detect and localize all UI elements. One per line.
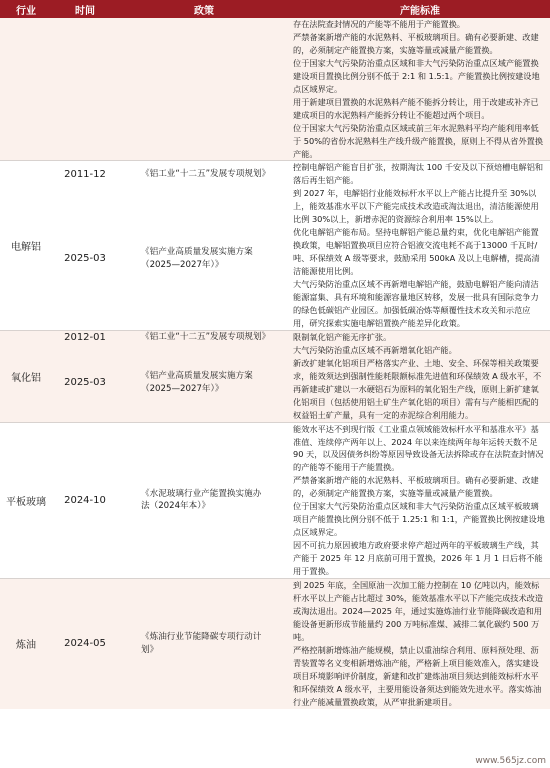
watermark: www.565jz.com (475, 756, 546, 766)
policy-cell (118, 187, 290, 330)
table-row (0, 161, 550, 187)
standard-paragraph: 到 2027 年，电解铝行业能效标杆水平以上产能占比提升至 30%以上，能效基准水平以下产能完成技术改造或淘汰退出，清洁能源使用比例 30%以上，新增赤泥的资源综合利用率 15%以上。 (293, 188, 539, 225)
table-row (0, 187, 550, 330)
standard-paragraph: 位于国家大气污染防治重点区域或前三年水泥熟料平均产能利用率低于 50%的省份水泥熟料生产线升级产能置换，原则上不得从省外置换产能。 (293, 122, 544, 159)
standard-paragraph: 位于国家大气污染防治重点区域和非大气污染防治重点区域平板玻璃项目产能置换比例分别不低于 1.25:1 和 1:1，产能置换比例按建设地点区域界定。 (293, 501, 545, 538)
standard-cell (290, 161, 550, 187)
standard-paragraph: 控制电解铝产能盲目扩张，按期淘汰 100 千安及以下预焙槽电解铝和落后再生铝产能。 (293, 162, 544, 186)
time-cell: 2024-05 (52, 578, 118, 708)
standard-paragraph: 大气污染防治重点区域不再新增氧化铝产能。 (293, 344, 457, 355)
standard-paragraph: 严禁备案新增产能的水泥熟料、平板玻璃项目。确有必要新建、改建的，必须制定产能置换方案，实施等量或减量产能置换。 (293, 475, 539, 499)
time-cell: 2025-03 (52, 344, 118, 422)
standard-paragraph: 新改扩建氧化铝项目严格落实产业、土地、安全、环保等相关政策要求，能效须达到强制性能耗限额标准先进值和环保绩效 A 级水平，不再新建或扩建以一水硬铝石为原料的氧化铝生产线，原则上新扩建氧化铝项目（包括使用铝土矿生产氧化铝的项目）需有与产能相匹配的权益铝土矿产量，具有一定的赤泥综合利用能力。 (293, 357, 542, 420)
industry-cell: 电解铝 (0, 161, 52, 330)
policy-cell (118, 422, 290, 578)
time-cell: 2025-03 (64, 253, 106, 265)
standard-paragraph: 限制氧化铝产能无序扩张。 (293, 331, 392, 342)
table-row (0, 422, 550, 578)
policy-name: 《炼油行业节能降碳专项行动计划》 (141, 632, 262, 655)
standard-cell (290, 330, 550, 343)
industry-cell: 氧化铝 (0, 330, 52, 422)
header-policy: 政策 (118, 0, 290, 18)
standard-paragraph: 位于国家大气污染防治重点区域和非大气污染防治重点区域产能置换建设项目置换比例分别不低于 2:1 和 1.5:1。产能置换比例按建设地点区域界定。 (293, 57, 540, 94)
standard-cell (290, 187, 550, 330)
table-row (0, 344, 550, 422)
standard-cell (290, 422, 550, 578)
policy-name: 《铝产业高质量发展实施方案（2025—2027年）》 (141, 247, 253, 270)
table-row (0, 18, 550, 161)
time-cell (52, 18, 118, 161)
industry-cell: 炼油 (0, 578, 52, 708)
standard-paragraph: 用于新建项目置换的水泥熟料产能不能拆分转让，用于改建或补齐已建成项目的水泥熟料产能拆分转让不能超过两个项目。 (293, 96, 539, 120)
standard-paragraph: 大气污染防治重点区域不再新增电解铝产能，鼓励电解铝产能向清洁能源富集、具有环境和能源容量地区转移，发展一批具有国际竞争力的绿色低碳铝产业园区。加强低碳冶炼等颠覆性技术攻关和示范应用，研究探索实施电解铝置换产能差异化政策。 (293, 279, 539, 328)
header-industry: 行业 (0, 0, 52, 18)
policy-name: 《水泥玻璃行业产能置换实施办法（2024年本）》 (141, 488, 262, 512)
header-time: 时间 (52, 0, 118, 18)
policy-cell (118, 578, 290, 708)
table-row (0, 578, 550, 708)
time-cell: 2024-10 (52, 422, 118, 578)
standard-paragraph: 到 2025 年底，全国原油一次加工能力控制在 10 亿吨以内，能效标杆水平以上产能占比超过 30%，能效基准水平以下产能完成技术改造或淘汰退出。2024—2025 年，通过实施炼油行业节能降碳改造和用能设备更新形成节能量约 200 万吨标准煤、减排二氧化碳约 500 万吨。 (293, 579, 544, 642)
header-standard: 产能标准 (290, 0, 550, 18)
policy-cell (118, 344, 290, 422)
standard-cell (290, 344, 550, 422)
industry-cell: 平板玻璃 (0, 422, 52, 578)
policy-name: 《铝工业“十二五”发展专项规划》 (141, 169, 271, 180)
time-cell: 2012-01 (52, 330, 118, 343)
policy-cell (118, 18, 290, 161)
standard-cell (290, 578, 550, 708)
industry-cell (0, 18, 52, 161)
standard-paragraph: 存在法院查封情况的产能等不能用于产能置换。 (293, 19, 465, 29)
policy-name: 《铝产业高质量发展实施方案（2025—2027年）》 (141, 371, 253, 394)
policy-cell (118, 161, 290, 187)
standard-paragraph: 严格控制新增炼油产能规模，禁止以重油综合利用、原料预处理、沥青装置等名义变相新增炼油产能，严格新上项目能效准入，落实建设项目环境影响评价制度，新建和改扩建炼油项目须达到能效标杆水平和环保绩效 A 级水平，主要用能设备须达到能效先进水平。落实炼油行业产能减量置换政策，从严审批新建项目。 (293, 644, 542, 707)
standard-paragraph: 能效水平达不到现行版《工业重点领域能效标杆水平和基准水平》基准值、连续停产两年以上、2024 年以来连续两年每年运转天数不足 90 天，以及因债务纠纷等原因导致设备无法拆除或存在法院查封情况的产能等不能用于产能置换。 (293, 423, 544, 473)
standard-paragraph: 严禁备案新增产能的水泥熟料、平板玻璃项目。确有必要新建、改建的，必须制定产能置换方案，实施等量或减量产能置换。 (293, 31, 539, 55)
policy-name: 《铝工业“十二五”发展专项规划》 (141, 332, 271, 343)
table-header-row (0, 0, 550, 18)
time-cell: 2011-12 (52, 161, 118, 187)
standard-paragraph: 优化电解铝产能布局。坚持电解铝产能总量约束，优化电解铝产能置换政策，电解铝置换项目应符合铝液交流电耗不高于13000 千瓦时/吨、环保绩效 A 级等要求，鼓励采用 500kA 及以上电解槽，提高清洁能源使用比例。 (293, 227, 540, 277)
policy-cell (118, 330, 290, 343)
table-row (0, 330, 550, 343)
standard-cell (290, 18, 550, 161)
standard-paragraph: 因不可抗力原因被地方政府要求停产超过两年的平板玻璃生产线，其产能于 2025 年 12 月底前可用于置换，2026 年 1 月 1 日后将不能用于置换。 (293, 540, 543, 577)
